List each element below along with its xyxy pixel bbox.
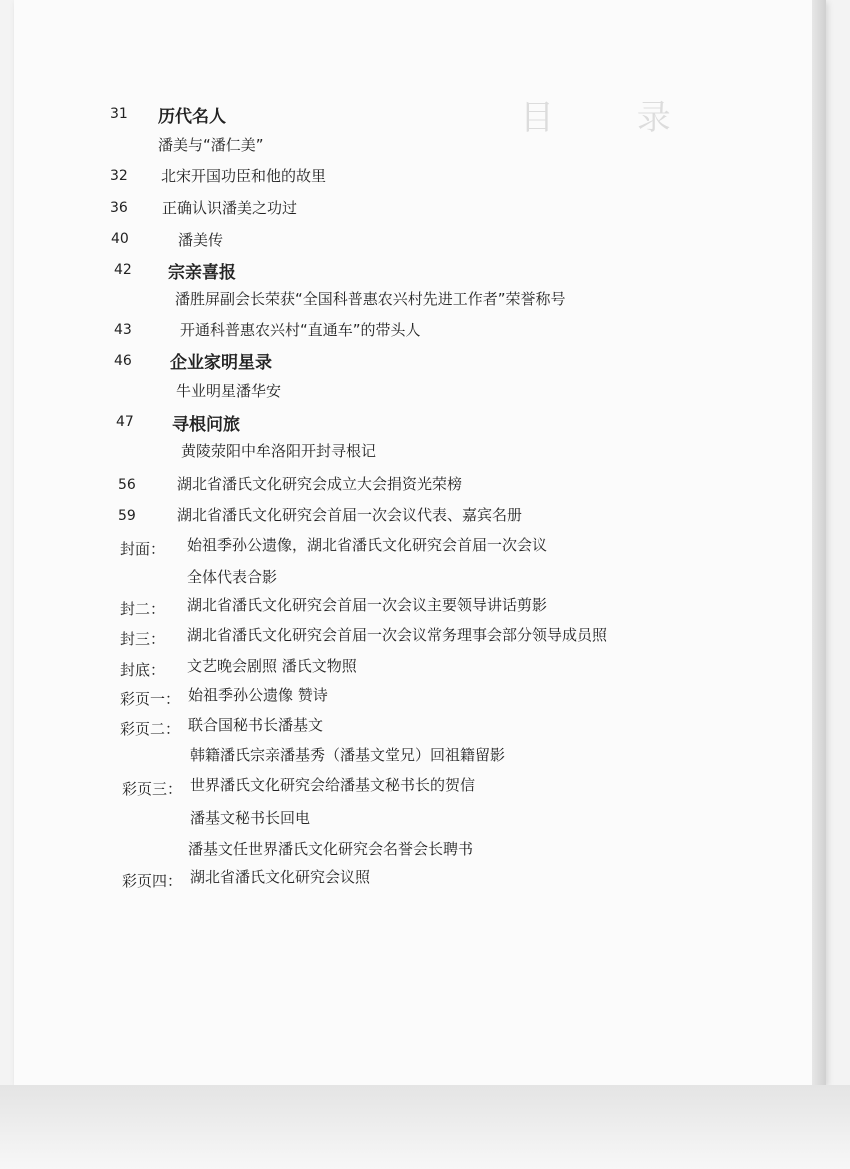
color-page-caption: 潘基文秘书长回电	[190, 809, 311, 827]
cover-label: 封底：	[120, 661, 166, 679]
cover-caption: 全体代表合影	[187, 568, 278, 586]
toc-entry: 潘美传	[178, 231, 224, 249]
color-page-caption: 韩籍潘氏宗亲潘基秀（潘基文堂兄）回祖籍留影	[190, 746, 506, 764]
section-heading: 历代名人	[158, 107, 226, 127]
page-number: 31	[110, 106, 128, 122]
section-heading: 企业家明星录	[170, 353, 272, 373]
color-page-caption: 世界潘氏文化研究会给潘基文秘书长的贺信	[190, 776, 476, 794]
page-number: 59	[118, 508, 136, 524]
toc-entry: 牛业明星潘华安	[176, 382, 282, 400]
page-number: 46	[114, 353, 132, 369]
toc-entry: 湖北省潘氏文化研究会首届一次会议代表、嘉宾名册	[177, 506, 523, 524]
section-heading: 宗亲喜报	[168, 263, 236, 283]
page-edge	[812, 0, 826, 1085]
cover-caption: 湖北省潘氏文化研究会首届一次会议常务理事会部分领导成员照	[187, 626, 608, 644]
toc-entry: 正确认识潘美之功过	[162, 199, 298, 217]
page-number: 32	[110, 168, 128, 184]
page-number: 40	[111, 231, 129, 247]
section-heading: 寻根问旅	[172, 415, 240, 435]
toc-entry: 潘胜屏副会长荣获“全国科普惠农兴村先进工作者”荣誉称号	[175, 290, 566, 308]
page-number: 36	[110, 200, 128, 216]
page-number: 43	[114, 322, 132, 338]
toc-entry: 黄陵荥阳中牟洛阳开封寻根记	[181, 442, 377, 460]
color-page-label: 彩页一：	[120, 690, 181, 708]
color-page-label: 彩页三：	[122, 780, 183, 798]
cover-label: 封二：	[120, 600, 166, 618]
cover-label: 封三：	[120, 630, 166, 648]
color-page-label: 彩页四：	[122, 872, 183, 890]
color-page-label: 彩页二：	[120, 720, 181, 738]
page-number: 47	[116, 414, 134, 430]
cover-caption: 文艺晚会剧照 潘氏文物照	[187, 657, 357, 675]
toc-entry: 北宋开国功臣和他的故里	[161, 167, 327, 185]
cover-caption: 湖北省潘氏文化研究会首届一次会议主要领导讲话剪影	[187, 596, 548, 614]
scan-margin	[0, 1085, 850, 1169]
color-page-caption: 潘基文任世界潘氏文化研究会名誉会长聘书	[188, 840, 474, 858]
color-page-caption: 始祖季孙公遗像 赞诗	[188, 686, 328, 704]
ghost-title: 目 录	[520, 98, 707, 138]
cover-caption: 始祖季孙公遗像，湖北省潘氏文化研究会首届一次会议	[187, 536, 548, 554]
toc-entry: 湖北省潘氏文化研究会成立大会捐资光荣榜	[177, 475, 463, 493]
toc-entry: 潘美与“潘仁美”	[158, 136, 264, 154]
cover-label: 封面：	[120, 540, 166, 558]
toc-entry: 开通科普惠农兴村“直通车”的带头人	[180, 321, 421, 339]
color-page-caption: 联合国秘书长潘基文	[188, 716, 324, 734]
page-number: 42	[114, 262, 132, 278]
color-page-caption: 湖北省潘氏文化研究会议照	[190, 868, 371, 886]
page-number: 56	[118, 477, 136, 493]
